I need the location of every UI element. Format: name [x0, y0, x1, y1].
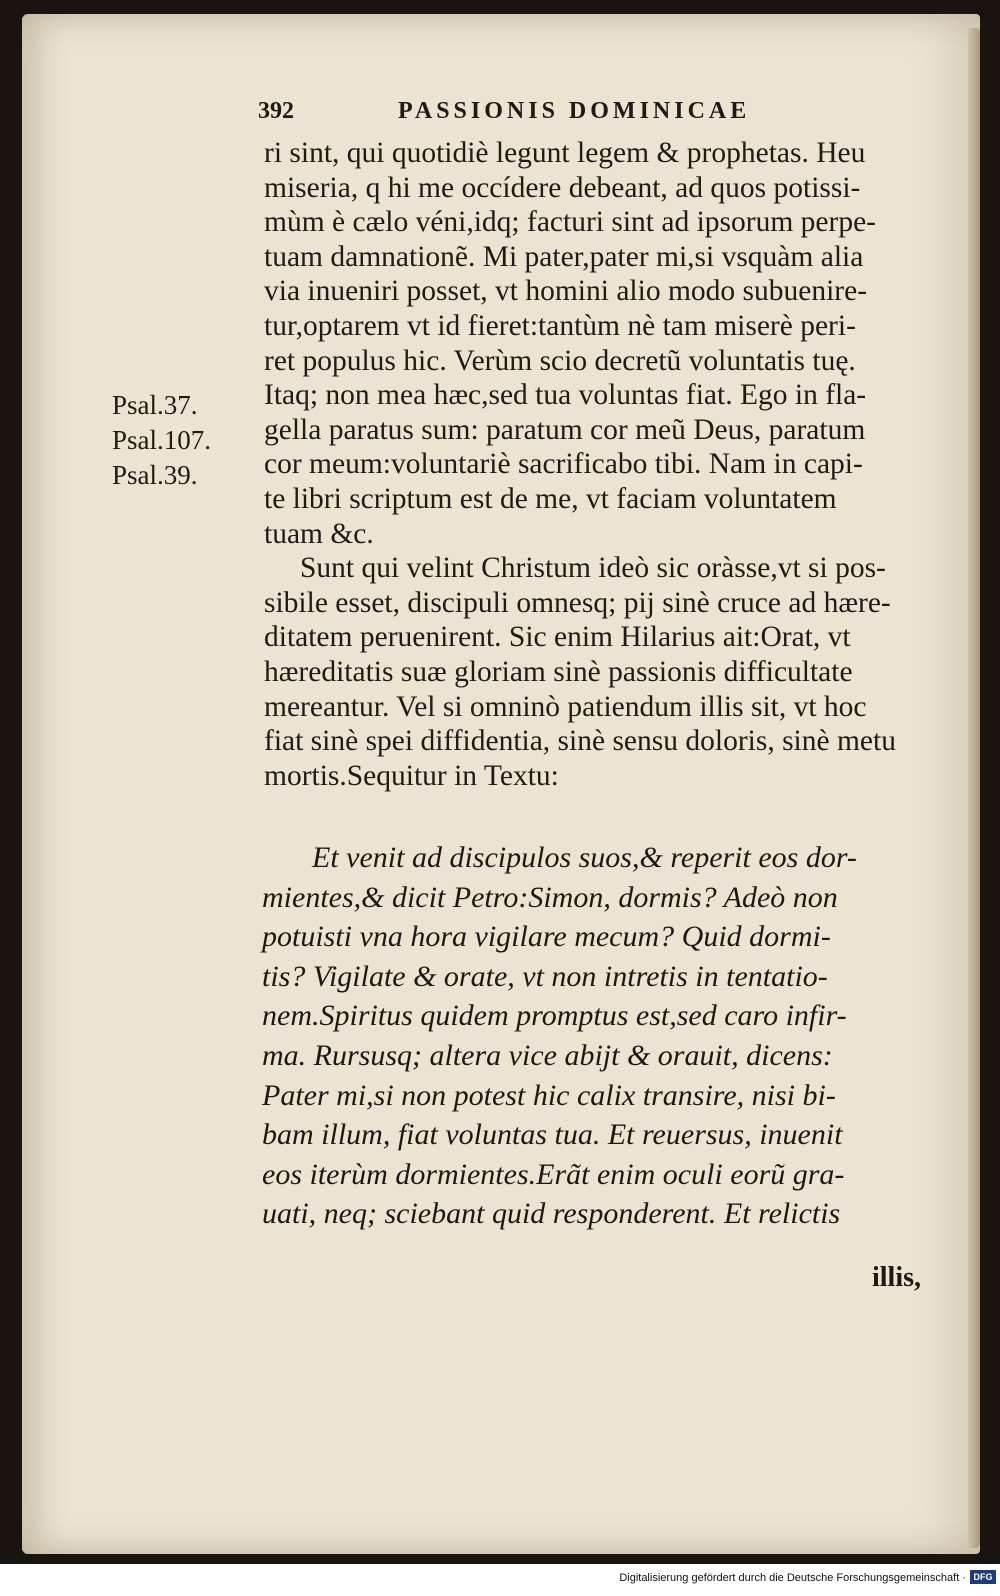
text-line: cor meum:voluntariè sacrificabo tibi. Nam in capi-	[264, 448, 863, 481]
text-line: gella paratus sum: paratum cor meũ Deus, paratum	[264, 413, 866, 446]
italic-line: potuisti vna hora vigilare mecum? Quid dormi-	[262, 920, 831, 954]
margin-ref: Psal.37.	[112, 390, 198, 420]
text-line: fiat sinè spei diffidentia, sinè sensu doloris, sinè metu	[264, 725, 896, 758]
footer-bar	[0, 1564, 1000, 1596]
text-line: mortis.Sequitur in Textu:	[264, 759, 559, 792]
text-line: ditatem peruenirent. Sic enim Hilarius ait:Orat, vt	[264, 621, 851, 654]
dfg-logo: DFG	[970, 1570, 996, 1584]
page-edge	[968, 28, 980, 1548]
page-number: 392	[258, 98, 294, 124]
text-line: tuam &c.	[264, 517, 374, 550]
text-line: tur,optarem vt id fieret:tantùm nè tam miserè peri-	[264, 309, 856, 342]
text-line: tuam damnationẽ. Mi pater,pater mi,si vsquàm alia	[264, 240, 864, 273]
margin-ref: Psal.107.	[112, 425, 212, 455]
italic-line: nem.Spiritus quidem promptus est,sed caro infir-	[262, 999, 847, 1033]
running-title: PASSIONIS DOMINICAE	[398, 98, 751, 124]
body-text	[264, 136, 964, 793]
italic-line: mientes,& dicit Petro:Simon, dormis? Adeò non	[262, 880, 838, 914]
text-line: Itaq; non mea hæc,sed tua voluntas fiat. Ego in fla-	[264, 379, 867, 412]
italic-line: eos iterùm dormientes.Erãt enim oculi eorũ gra-	[262, 1157, 845, 1191]
italic-line: Et venit ad discipulos suos,& reperit eos dor-	[312, 841, 857, 874]
text-line: mereantur. Vel si omninò patiendum illis sit, vt hoc	[264, 690, 867, 723]
catchword: illis,	[872, 1262, 922, 1293]
italic-line: ma. Rursusq; altera vice abijt & orauit, dicens:	[262, 1038, 833, 1072]
italic-line: Pater mi,si non potest hic calix transire, nisi bi-	[262, 1078, 836, 1112]
italic-line: uati, neq; sciebant quid responderent. Et relictis	[262, 1197, 841, 1231]
text-line: hæreditatis suæ gloriam sinè passionis difficultate	[264, 655, 853, 688]
margin-references	[112, 388, 262, 493]
page-header	[258, 98, 818, 134]
text-line: Sunt qui velint Christum ideò sic oràsse,vt si pos-	[300, 552, 886, 585]
text-line: miseria, q hi me occídere debeant, ad quos potissi-	[264, 171, 861, 204]
italic-line: bam illum, fiat voluntas tua. Et reuersus, inuenit	[262, 1118, 843, 1152]
text-line: ri sint, qui quotidiè legunt legem & prophetas. Heu	[264, 137, 866, 169]
italic-line: tis? Vigilate & orate, vt non intretis in tentatio-	[262, 959, 828, 993]
text-line: via inueniri posset, vt homini alio modo subuenire-	[264, 275, 868, 308]
text-line: te libri scriptum est de me, vt faciam voluntatem	[264, 482, 837, 515]
margin-ref: Psal.39.	[112, 460, 198, 490]
funding-credit: Digitalisierung gefördert durch die Deutsche Forschungsgemeinschaft ·	[619, 1572, 966, 1584]
text-line: ret populus hic. Verùm scio decretũ voluntatis tuę.	[264, 344, 856, 377]
gospel-quotation	[262, 838, 962, 1234]
text-line: sibile esset, discipuli omnesq; pij sinè cruce ad hære-	[264, 586, 891, 619]
text-line: mùm è cælo véni,idq; facturi sint ad ipsorum perpe-	[264, 206, 876, 239]
